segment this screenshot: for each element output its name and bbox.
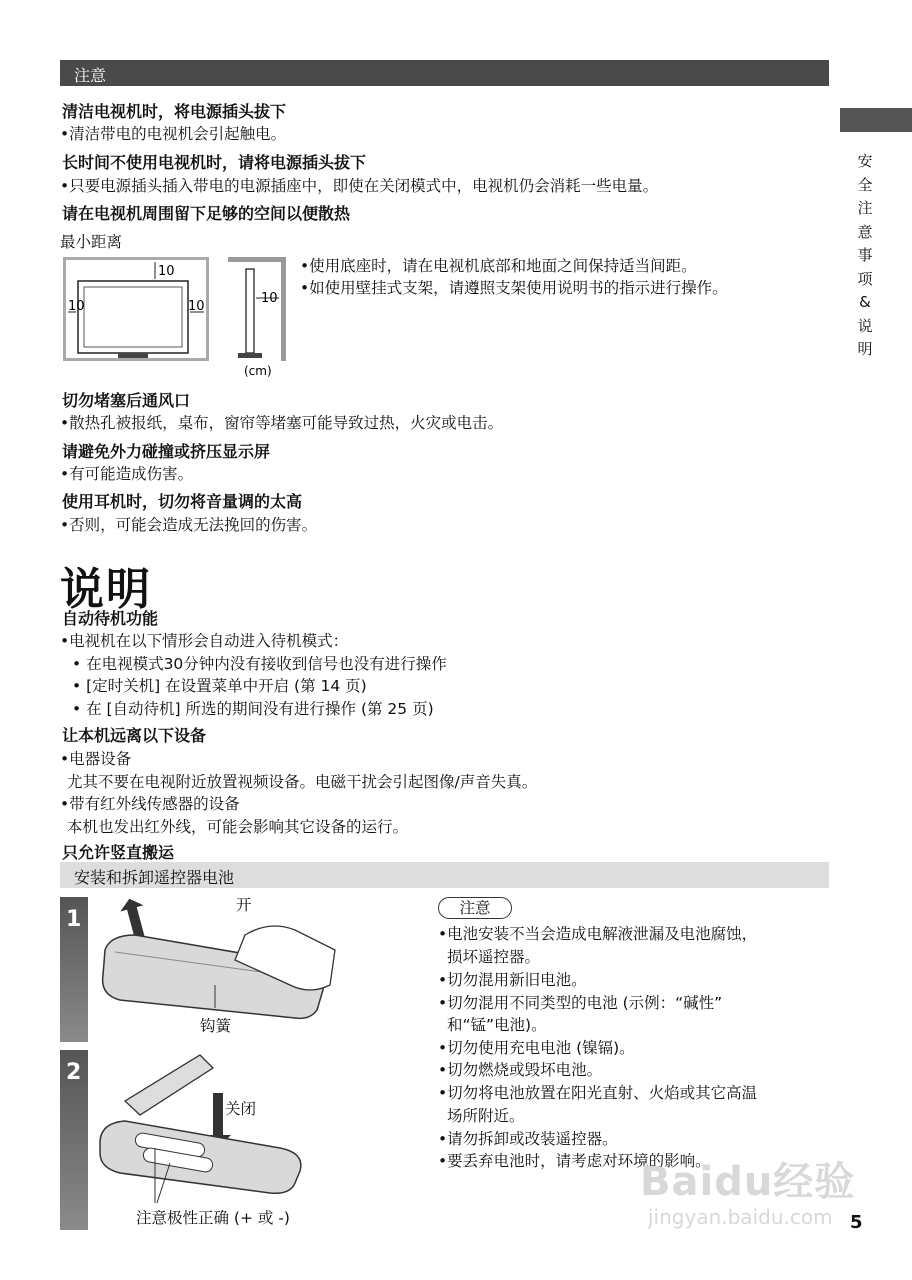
open-label: 开 bbox=[236, 896, 252, 914]
caution-heading-cleaning: 清洁电视机时，将电源插头拔下 bbox=[62, 102, 287, 121]
battery-note-line: •请勿拆卸或改装遥控器。 bbox=[438, 1130, 618, 1148]
spacing-bullet-wall: •如使用壁挂式支架，请遵照支架使用说明书的指示进行操作。 bbox=[300, 279, 728, 297]
caution-heading-screen: 请避免外力碰撞或挤压显示屏 bbox=[62, 442, 271, 461]
baidu-watermark-url: jingyan.baidu.com bbox=[648, 1205, 833, 1229]
hook-label: 钩簧 bbox=[200, 1017, 232, 1035]
side-tab-char: 事 bbox=[857, 246, 873, 264]
step-1-bar bbox=[60, 897, 88, 1042]
auto-standby-item: • 在 [自动待机] 所选的期间没有进行操作 (第 25 页) bbox=[72, 700, 434, 718]
keep-away-line: •电器设备 bbox=[60, 750, 132, 768]
front-top-distance: 10 bbox=[158, 264, 175, 279]
auto-standby-item: • [定时关机] 在设置菜单中开启 (第 14 页) bbox=[72, 677, 367, 695]
side-tab-marker bbox=[840, 108, 912, 132]
caution-heading-unused: 长时间不使用电视机时，请将电源插头拔下 bbox=[62, 153, 367, 172]
battery-header-bar bbox=[60, 862, 829, 888]
battery-note-title: 注意 bbox=[438, 897, 512, 919]
side-tab-char: 全 bbox=[857, 175, 873, 194]
polarity-label: 注意极性正确 (+ 或 -) bbox=[136, 1209, 290, 1227]
side-tab-char: 明 bbox=[857, 340, 873, 358]
front-left-distance: 10 bbox=[68, 299, 85, 314]
auto-standby-heading: 自动待机功能 bbox=[62, 609, 159, 628]
front-right-distance: 10 bbox=[188, 299, 205, 314]
page-number: 5 bbox=[850, 1212, 863, 1233]
side-wall bbox=[281, 257, 286, 361]
battery-note-line: 和“锰”电池)。 bbox=[447, 1016, 547, 1034]
caution-heading-headphone: 使用耳机时，切勿将音量调的太高 bbox=[62, 492, 303, 511]
keep-away-line: •带有红外线传感器的设备 bbox=[60, 795, 240, 813]
caution-heading-vent: 切勿堵塞后通风口 bbox=[62, 391, 191, 410]
min-distance-label: 最小距离 bbox=[60, 233, 123, 251]
side-tab-char: 说 bbox=[857, 316, 873, 335]
battery-note-line: 损坏遥控器。 bbox=[447, 948, 541, 966]
unit-label: (cm) bbox=[244, 364, 272, 378]
battery-note-line: •切勿燃烧或毁坏电池。 bbox=[438, 1061, 603, 1079]
battery-note-line: 场所附近。 bbox=[447, 1107, 525, 1125]
side-tab-char: 注 bbox=[857, 199, 873, 217]
side-tab-char: 安 bbox=[857, 152, 873, 170]
upright-heading: 只允许竖直搬运 bbox=[62, 843, 175, 862]
battery-note-line: •电池安装不当会造成电解液泄漏及电池腐蚀， bbox=[438, 925, 758, 943]
close-label: 关闭 bbox=[225, 1100, 257, 1118]
battery-note-line: •切勿混用新旧电池。 bbox=[438, 971, 587, 989]
side-tab-label bbox=[855, 150, 875, 362]
caution-text-vent: •散热孔被报纸，桌布，窗帘等堵塞可能导致过热，火灾或电击。 bbox=[60, 414, 504, 432]
caution-header-bar bbox=[60, 60, 829, 86]
caution-title: 注意 bbox=[74, 66, 107, 85]
keep-away-line: 本机也发出红外线，可能会影响其它设备的运行。 bbox=[67, 818, 409, 836]
side-distance: 10 bbox=[261, 291, 278, 306]
battery-note-line: •切勿使用充电电池 (镍镉)。 bbox=[438, 1039, 635, 1057]
caution-text-headphone: •否则，可能会造成无法挽回的伤害。 bbox=[60, 516, 318, 534]
step-1-number: 1 bbox=[66, 907, 82, 932]
step-2-bar bbox=[60, 1050, 88, 1230]
auto-standby-intro: •电视机在以下情形会自动进入待机模式： bbox=[60, 632, 349, 650]
battery-note-line: •切勿将电池放置在阳光直射、火焰或其它高温 bbox=[438, 1084, 758, 1102]
keep-away-line: 尤其不要在电视附近放置视频设备。电磁干扰会引起图像/声音失真。 bbox=[67, 773, 538, 791]
caution-text-unused: •只要电源插头插入带电的电源插座中，即使在关闭模式中，电视机仍会消耗一些电量。 bbox=[60, 177, 659, 195]
battery-title: 安装和拆卸遥控器电池 bbox=[74, 868, 235, 887]
battery-note-line: •要丢弃电池时，请考虑对环境的影响。 bbox=[438, 1152, 711, 1170]
caution-heading-space: 请在电视机周围留下足够的空间以便散热 bbox=[62, 204, 351, 223]
step-2-illustration bbox=[95, 1053, 345, 1208]
baidu-watermark-logo: Baidu经验 bbox=[640, 1159, 856, 1205]
battery-note-line: •切勿混用不同类型的电池 (示例：“碱性” bbox=[438, 994, 723, 1012]
battery-cover-icon bbox=[125, 1055, 213, 1115]
side-tab-char: 项 bbox=[857, 269, 873, 288]
open-arrow-icon bbox=[118, 896, 152, 941]
tv-side-outline bbox=[246, 269, 254, 353]
caution-text-screen: •有可能造成伤害。 bbox=[60, 465, 194, 483]
notes-title: 说明 bbox=[60, 564, 152, 615]
side-tab-char: 意 bbox=[857, 222, 873, 241]
keep-away-heading: 让本机远离以下设备 bbox=[62, 726, 207, 745]
auto-standby-item: • 在电视模式30分钟内没有接收到信号也没有进行操作 bbox=[72, 655, 447, 673]
spacing-diagram bbox=[60, 254, 290, 384]
caution-text-cleaning: •清洁带电的电视机会引起触电。 bbox=[60, 125, 287, 143]
step-2-number: 2 bbox=[66, 1060, 82, 1085]
spacing-bullet-stand: •使用底座时，请在电视机底部和地面之间保持适当间距。 bbox=[300, 257, 697, 275]
side-tab-char: & bbox=[859, 293, 871, 311]
